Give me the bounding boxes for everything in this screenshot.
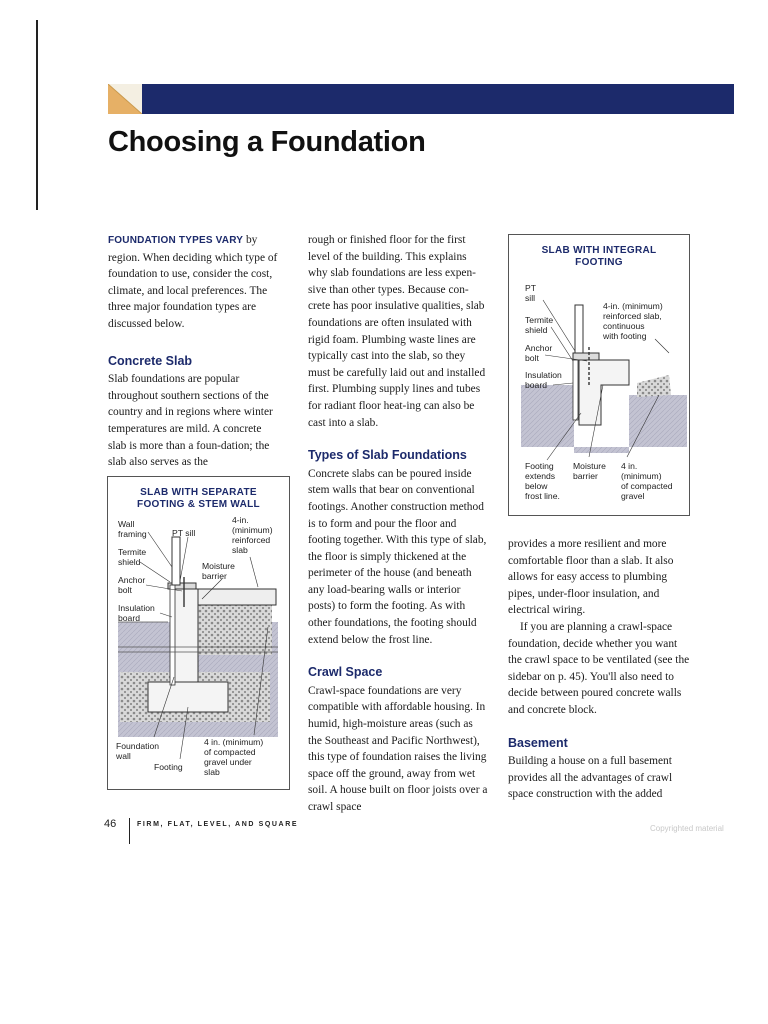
crawl-space-heading: Crawl Space: [308, 665, 383, 680]
basement-text: Building a house on a full basement provides all the advantages of crawl space construction with the added: [508, 755, 673, 801]
footer-divider: [129, 818, 130, 844]
label-insulation-board-2: Insulation board: [525, 370, 562, 390]
concrete-slab-heading: Concrete Slab: [108, 353, 193, 368]
label-termite-shield: Termite shield: [118, 547, 147, 567]
crawl-space-text: Crawl-space foundations are very compatible with affordable housing. In humid, high-moisture areas (such as the Southeast and Pacific Northwest), this type of foundation raises the living space off the ground, away from wet soil. A house built on floor joists over a crawl space: [308, 684, 488, 813]
column-2: [308, 232, 488, 816]
column-3: [508, 536, 690, 803]
label-footing: Footing: [154, 762, 183, 772]
figure-separate-footing: [107, 476, 290, 790]
basement-heading: Basement: [508, 735, 568, 750]
intro-lead: FOUNDATION TYPES VARY: [108, 235, 244, 246]
figure-2-title-line-1: SLAB WITH INTEGRAL: [541, 245, 657, 256]
label-reinforced-slab: 4-in. (minimum) reinforced slab: [232, 515, 273, 555]
label-anchor-bolt-2: Anchor bolt: [525, 343, 553, 363]
page-edge-rule: [36, 20, 38, 210]
label-termite-shield-2: Termite shield: [525, 315, 554, 335]
label-compacted-gravel-2: 4 in. (minimum) of compacted gravel: [621, 461, 673, 501]
header-corner-ornament: [108, 84, 142, 114]
label-pt-sill: PT sill: [172, 528, 196, 538]
intro-paragraph: [108, 232, 278, 333]
label-pt-sill-2: PT sill: [525, 283, 536, 303]
label-insulation-board: Insulation board: [118, 603, 155, 623]
figure-1-title-line-1: SLAB WITH SEPARATE: [140, 487, 257, 498]
crawl-planning-paragraph: If you are planning a crawl-space foundation, decide whether you want the crawl space to be ventilated (see the sidebar on p. 45). You'll also need to decide between poured concrete walls and concrete block.: [508, 620, 690, 716]
header-band: [108, 84, 734, 114]
label-foundation-wall: Foundation wall: [116, 741, 160, 761]
label-gravel-under-slab: 4 in. (minimum) of compacted gravel under slab: [204, 737, 264, 777]
label-wall-framing: Wall framing: [118, 519, 147, 539]
copyright-watermark: Copyrighted material: [650, 824, 724, 833]
page-title: Choosing a Foundation: [108, 126, 426, 158]
intro-text: by region. When deciding which type of foundation to use, consider the cost, climate, and local preferences. The three major foundation types are discussed below.: [108, 234, 278, 330]
label-footing-extends: Footing extends below frost line.: [525, 461, 560, 501]
figure-2-title-line-2: FOOTING: [575, 257, 623, 268]
types-of-slab-heading: Types of Slab Foundations: [308, 448, 467, 463]
crawl-continued-paragraph: provides a more resilient and more comfortable floor than a slab. It also allows for easy access to plumbing pipes, under-floor insulation, and electrical wiring.: [508, 538, 674, 617]
label-reinforced-slab-2: 4-in. (minimum) reinforced slab, continuous with footing: [603, 301, 663, 341]
page-number: 46: [104, 818, 117, 830]
figure-1-title-line-2: FOOTING & STEM WALL: [137, 499, 260, 510]
running-footer: FIRM, FLAT, LEVEL, AND SQUARE: [137, 821, 299, 828]
column-1: [108, 232, 278, 471]
label-anchor-bolt: Anchor bolt: [118, 575, 146, 595]
label-moisture-barrier: Moisture barrier: [202, 561, 235, 581]
concrete-slab-text: Slab foundations are popular throughout southern sections of the country and in regions where winter temperatures are mild. A concrete slab is more than a foun-dation; the slab also serves as the: [108, 373, 273, 469]
types-of-slab-text: Concrete slabs can be poured inside stem walls that bear on conventional footings. Another construction method is to form and pour the floor and footing together. With this type of slab, the floor is simply thickened at the perimeter of the house (and beneath any load-bearing walls or interior posts) to form the footing. As with other foundations, the footing should extend below the frost line.: [308, 467, 487, 646]
slab-paragraph: rough or finished floor for the first level of the building. This explains why slab foundations are less expen-sive than other types. Because con-crete has poor insulative qualities, slab foundations are often insulated with rigid foam. Plumbing waste lines are typically cast into the slab, so they must be carefully laid out and installed first. Plumbing supply lines and tubes for radiant floor heat-ing can also be cast into a slab.: [308, 234, 486, 429]
label-moisture-barrier-2: Moisture barrier: [573, 461, 606, 481]
figure-integral-footing: [508, 234, 690, 516]
